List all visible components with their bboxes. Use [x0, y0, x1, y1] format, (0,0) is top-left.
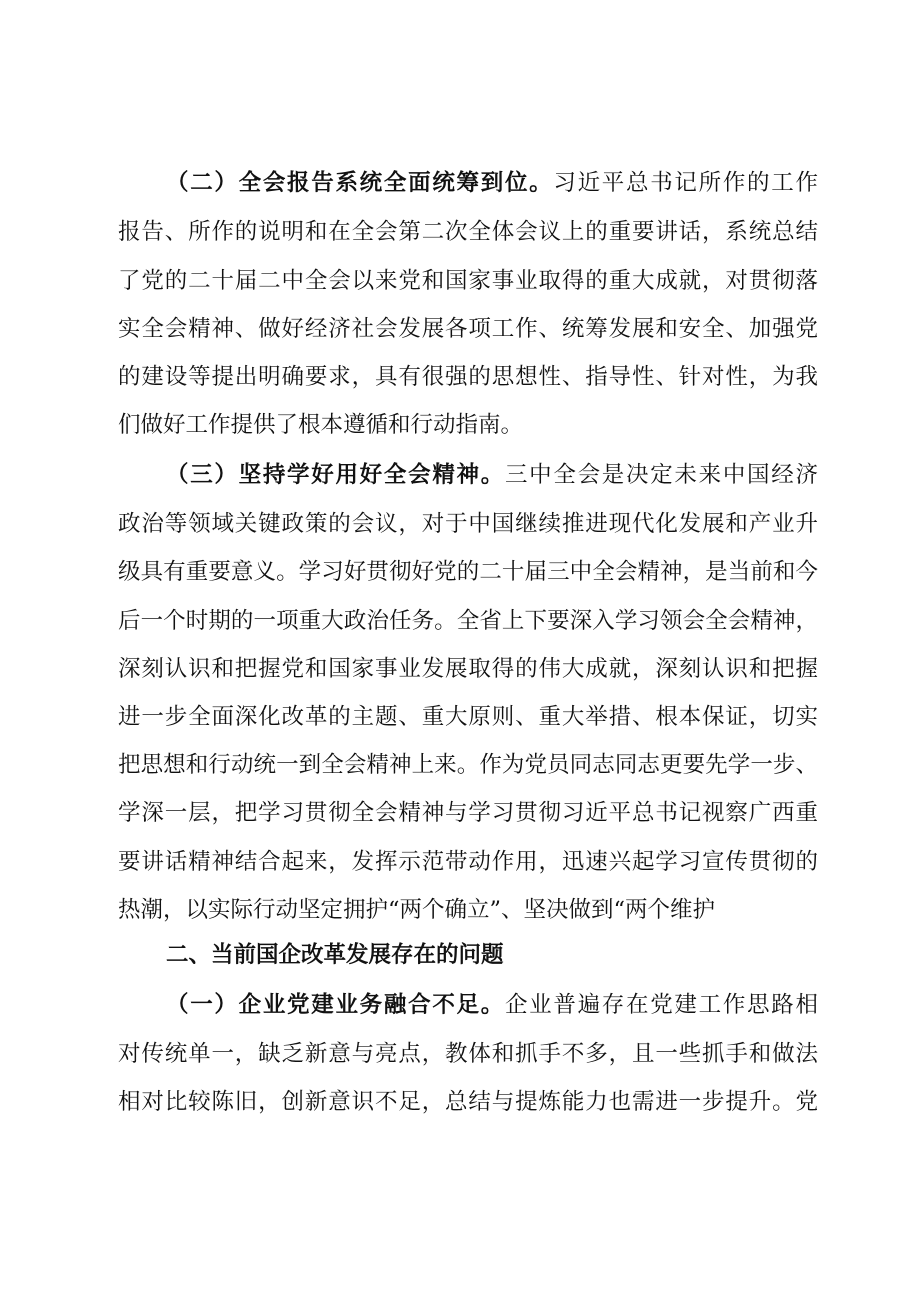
paragraph-line: 要讲话精神结合起来，发挥示范带动作用，迅速兴起学习宣传贯彻的 [118, 849, 818, 875]
section-title: 二、当前国企改革发展存在的问题 [166, 942, 504, 968]
subsection-heading: （二）全会报告系统全面统筹到位。 [166, 170, 554, 196]
paragraph-line: 们做好工作提供了根本遵循和行动指南。 [118, 412, 524, 438]
paragraph-line: 了党的二十届二中全会以来党和国家事业取得的重大成就，对贯彻落 [118, 268, 818, 294]
subsection-heading: （三）坚持学好用好全会精神。 [166, 462, 505, 488]
paragraph-line: 深刻认识和把握党和国家事业发展取得的伟大成就，深刻认识和把握 [118, 656, 818, 682]
paragraph-line [166, 985, 818, 1025]
paragraph-line [166, 455, 818, 495]
paragraph-line: 进一步全面深化改革的主题、重大原则、重大举措、根本保证，切实 [118, 704, 818, 730]
paragraph-line: 级具有重要意义。学习好贯彻好党的二十届三中全会精神，是当前和今 [118, 559, 818, 585]
paragraph-text: 企业普遍存在党建工作思路相 [504, 992, 818, 1018]
paragraph-text: 习近平总书记所作的工作 [553, 170, 818, 196]
paragraph-line: 政治等领域关键政策的会议，对于中国继续推进现代化发展和产业升 [118, 511, 818, 537]
paragraph-text: 三中全会是决定未来中国经济 [504, 462, 818, 488]
paragraph-line: 实全会精神、做好经济社会发展各项工作、统筹发展和安全、加强党 [118, 316, 818, 342]
paragraph-line: 热潮，以实际行动坚定拥护“两个确立”、坚决做到“两个维护 [118, 897, 716, 923]
subsection-heading: （一）企业党建业务融合不足。 [166, 992, 505, 1018]
paragraph-line: 相对比较陈旧，创新意识不足，总结与提炼能力也需进一步提升。党 [118, 1089, 818, 1115]
paragraph-line [166, 163, 818, 203]
paragraph-line: 把思想和行动统一到全会精神上来。作为党员同志同志更要先学一步、 [118, 752, 818, 778]
paragraph-line: 后一个时期的一项重大政治任务。全省上下要深入学习领会全会精神， [118, 608, 818, 634]
paragraph-line: 对传统单一，缺乏新意与亮点，教体和抓手不多，且一些抓手和做法 [118, 1041, 818, 1067]
paragraph-line: 的建设等提出明确要求，具有很强的思想性、指导性、针对性，为我 [118, 364, 818, 390]
paragraph-line: 报告、所作的说明和在全会第二次全体会议上的重要讲话，系统总结 [118, 219, 818, 245]
paragraph-line: 学深一层，把学习贯彻全会精神与学习贯彻习近平总书记视察广西重 [118, 800, 818, 826]
